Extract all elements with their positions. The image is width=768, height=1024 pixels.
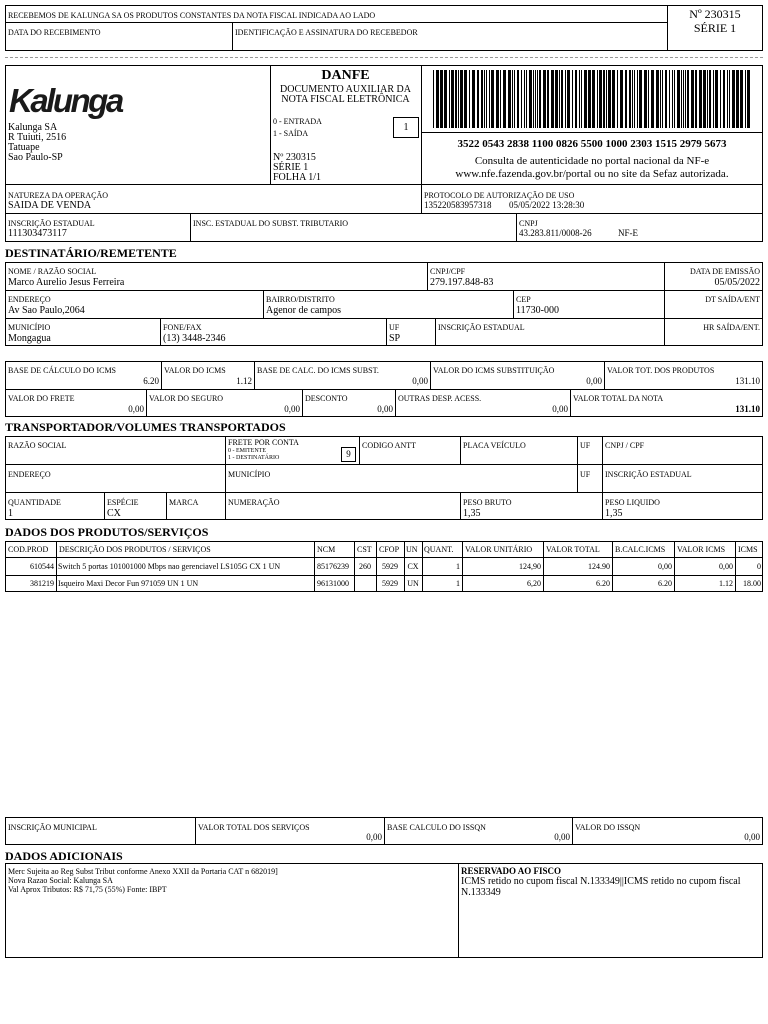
divider [5, 290, 763, 291]
transportador-title: TRANSPORTADOR/VOLUMES TRANSPORTADOS [5, 420, 286, 434]
barcode-bar [500, 70, 501, 128]
barcode-bar [699, 70, 702, 128]
barcode-bar [440, 70, 443, 128]
bc-st: 0,00 [412, 376, 428, 386]
barcode-bar [512, 70, 513, 128]
danfe-entrada: 0 - ENTRADA [273, 117, 322, 126]
chave-acesso: 3522 0543 2838 1100 0826 5500 1000 2303 1515 2979 5673 [457, 138, 727, 150]
danfe-subtitle1: DOCUMENTO AUXILIAR DA [280, 84, 411, 95]
divider [577, 464, 578, 492]
table-cell: 5929 [382, 579, 398, 588]
divider [225, 436, 226, 464]
barcode-bar [567, 70, 570, 128]
barcode-bar [521, 70, 522, 128]
col-header: CST [357, 545, 372, 554]
divider [161, 361, 162, 389]
frete: 0,00 [128, 404, 144, 414]
data-recebimento-label: DATA DO RECEBIMENTO [8, 28, 101, 37]
dest-municipio-label: MUNICÍPIO [8, 323, 51, 332]
barcode-bar [736, 70, 739, 128]
transp-especie: CX [107, 508, 121, 519]
outras: 0,00 [552, 404, 568, 414]
desconto: 0,00 [377, 404, 393, 414]
table-cell: 381219 [30, 579, 54, 588]
issqn-valor: 0,00 [744, 832, 760, 842]
barcode-bar [444, 70, 447, 128]
barcode-bar [524, 70, 525, 128]
table-cell: 0,00 [719, 562, 733, 571]
col-header: UN [406, 545, 418, 554]
dest-bairro-label: BAIRRO/DISTRITO [266, 295, 335, 304]
dest-ie-label: INSCRIÇÃO ESTADUAL [438, 323, 525, 332]
divider [254, 361, 255, 389]
divider [460, 436, 461, 464]
divider [166, 492, 167, 520]
canhoto-text: RECEBEMOS DE KALUNGA SA OS PRODUTOS CONSTANTES DA NOTA FISCAL INDICADA AO LADO [8, 11, 376, 20]
barcode-bar [491, 70, 494, 128]
destinatario-title: DESTINATÁRIO/REMETENTE [5, 246, 177, 260]
barcode-bar [537, 70, 538, 128]
danfe-title: DANFE [321, 68, 370, 83]
ie-st-label: INSC. ESTADUAL DO SUBST. TRIBUTARIO [193, 219, 349, 228]
transp-especie-label: ESPÉCIE [107, 498, 139, 507]
transp-peso-liq: 1,35 [605, 508, 623, 519]
barcode-bar [496, 70, 499, 128]
barcode-bar [458, 70, 459, 128]
table-cell: 96131000 [317, 579, 349, 588]
barcode-bar [662, 70, 663, 128]
icms: 1.12 [236, 376, 252, 386]
barcode-bar [620, 70, 623, 128]
danfe-tipo: 1 [393, 117, 419, 138]
transp-qtd-label: QUANTIDADE [8, 498, 61, 507]
divider [570, 389, 571, 417]
dest-uf: SP [389, 333, 401, 344]
barcode-bar [449, 70, 450, 128]
barcode-bar [629, 70, 631, 128]
barcode-bar [715, 70, 718, 128]
dest-cnpj: 279.197.848-83 [430, 277, 494, 288]
divider [577, 436, 578, 464]
divider [421, 132, 763, 133]
transp-razao-label: RAZÃO SOCIAL [8, 441, 67, 450]
barcode-bar [469, 70, 470, 128]
divider [104, 492, 105, 520]
desconto-label: DESCONTO [305, 394, 348, 403]
icms-label: VALOR DO ICMS [164, 366, 226, 375]
cnpj-label: CNPJ [519, 219, 538, 228]
divider [435, 318, 436, 346]
transp-uf-label: UF [580, 441, 591, 450]
transp-frete-emitente: 0 - EMITENTE [228, 448, 266, 454]
barcode-bar [707, 70, 708, 128]
cnpj-extra: NF-E [618, 228, 638, 238]
divider [513, 290, 514, 318]
transp-marca-label: MARCA [169, 498, 199, 507]
natureza-row [5, 185, 763, 214]
divider [572, 817, 573, 845]
dest-fone-label: FONE/FAX [163, 323, 202, 332]
transp-uf2-label: UF [580, 470, 591, 479]
divider [5, 464, 763, 465]
barcode-bar [606, 70, 607, 128]
barcode-bar [745, 70, 746, 128]
transp-peso-bruto: 1,35 [463, 508, 481, 519]
frete-label: VALOR DO FRETE [8, 394, 75, 403]
transp-numeracao-label: NUMERAÇÃO [228, 498, 280, 507]
logo-text: Kalunga [9, 82, 122, 119]
identificacao-label: IDENTIFICAÇÃO E ASSINATURA DO RECEBEDOR [235, 28, 418, 37]
fisco-label: RESERVADO AO FISCO [461, 866, 562, 876]
natureza-label: NATUREZA DA OPERAÇÃO [8, 191, 109, 200]
table-cell: 0,00 [658, 562, 672, 571]
transp-frete-label: FRETE POR CONTA [228, 438, 299, 447]
divider [516, 214, 517, 242]
cut-line [5, 57, 763, 58]
barcode-bar [588, 70, 591, 128]
protocolo-numero: 135220583957318 [424, 200, 492, 210]
divider [146, 389, 147, 417]
col-header: QUANT. [424, 545, 454, 554]
protocolo-data: 05/05/2022 13:28:30 [509, 200, 585, 210]
divider [604, 361, 605, 389]
barcode-bar [529, 70, 532, 128]
col-header: VALOR TOTAL [546, 545, 600, 554]
divider [225, 492, 226, 520]
barcode-bar [572, 70, 573, 128]
barcode-bar [597, 70, 598, 128]
barcode-bar [740, 70, 743, 128]
table-cell: Switch 5 portas 101001000 Mbps nao gerenciavel LS105G CX 1 UN [58, 562, 281, 571]
barcode-bar [555, 70, 558, 128]
cnpj-value: 43.283.811/0008-26 [519, 228, 592, 238]
dest-cep: 11730-000 [516, 305, 559, 316]
ie-value: 111303473117 [8, 228, 67, 239]
barcode-bar [436, 70, 439, 128]
table-cell: 0 [757, 562, 761, 571]
produtos-title: DADOS DOS PRODUTOS/SERVIÇOS [5, 525, 209, 539]
table-cell: 1 [456, 562, 460, 571]
divider [5, 557, 763, 558]
dest-fone: (13) 3448-2346 [163, 333, 226, 344]
barcode-bar [464, 70, 467, 128]
barcode-graphic [433, 70, 751, 128]
barcode-bar [455, 70, 457, 128]
icms-st-label: VALOR DO ICMS SUBSTITUIÇÃO [433, 366, 555, 375]
transp-qtd: 1 [8, 508, 13, 519]
emitente-bairro: Tatuape [8, 142, 40, 153]
barcode-bar [561, 70, 563, 128]
table-cell: 124,90 [519, 562, 541, 571]
barcode-bar [660, 70, 661, 128]
table-cell: 5929 [382, 562, 398, 571]
adicionais-title: DADOS ADICIONAIS [5, 849, 123, 863]
barcode-bar [687, 70, 689, 128]
barcode-bar [695, 70, 697, 128]
barcode-bar [625, 70, 627, 128]
issqn-servicos: 0,00 [366, 832, 382, 842]
barcode [433, 70, 751, 128]
divider [602, 492, 603, 520]
divider [314, 541, 315, 592]
dest-cep-label: CEP [516, 295, 531, 304]
barcode-bar [732, 70, 735, 128]
col-header: CFOP [379, 545, 400, 554]
destinatario-box [5, 262, 763, 346]
barcode-bar [683, 70, 684, 128]
divider [302, 389, 303, 417]
tot-prod-label: VALOR TOT. DOS PRODUTOS [607, 366, 715, 375]
barcode-bar [713, 70, 714, 128]
transp-frete-value: 9 [341, 447, 356, 462]
consulta-line2: www.nfe.fazenda.gov.br/portal ou no site da Sefaz autorizada. [455, 168, 729, 180]
divider [427, 262, 428, 290]
divider [359, 436, 360, 464]
barcode-bar [592, 70, 595, 128]
barcode-bar [669, 70, 670, 128]
dest-cnpj-label: CNPJ/CPF [430, 267, 466, 276]
divider [232, 22, 233, 51]
barcode-bar [533, 70, 534, 128]
canhoto-numero: Nº 230315 [689, 7, 741, 21]
barcode-bar [599, 70, 602, 128]
table-cell: 6,20 [527, 579, 541, 588]
transp-peso-bruto-label: PESO BRUTO [463, 498, 512, 507]
table-cell: 6.20 [596, 579, 610, 588]
seguro: 0,00 [284, 404, 300, 414]
emitente-nome: Kalunga SA [8, 122, 58, 133]
transp-ie-label: INSCRIÇÃO ESTADUAL [605, 470, 692, 479]
barcode-bar [747, 70, 750, 128]
barcode-bar [729, 70, 730, 128]
barcode-bar [727, 70, 728, 128]
barcode-bar [603, 70, 605, 128]
barcode-bar [486, 70, 487, 128]
divider [386, 318, 387, 346]
dest-bairro: Agenor de campos [266, 305, 341, 316]
barcode-bar [720, 70, 721, 128]
transp-municipio-label: MUNICÍPIO [228, 470, 271, 479]
danfe-subtitle2: NOTA FISCAL ELETRÔNICA [281, 94, 410, 105]
dest-municipio: Mongagua [8, 333, 51, 344]
divider [384, 817, 385, 845]
barcode-bar [477, 70, 479, 128]
issqn-base-label: BASE CALCULO DO ISSQN [387, 823, 486, 832]
table-cell: Isqueiro Maxi Decor Fun 971059 UN 1 UN [58, 579, 199, 588]
barcode-bar [637, 70, 638, 128]
barcode-bar [703, 70, 706, 128]
adicionais-line2: Nova Razao Social: Kalunga SA [8, 876, 113, 885]
dest-dt-saida-label: DT SAÍDA/ENT [705, 295, 760, 304]
emitente-cidade: Sao Paulo-SP [8, 152, 63, 163]
table-cell: 6.20 [658, 579, 672, 588]
barcode-bar [451, 70, 454, 128]
barcode-bar [639, 70, 642, 128]
transp-cnpj-label: CNPJ / CPF [605, 441, 645, 450]
table-cell: 1.12 [719, 579, 733, 588]
barcode-bar [681, 70, 682, 128]
table-cell: UN [407, 579, 419, 588]
table-cell: CX [407, 562, 419, 571]
bc-icms: 6.20 [143, 376, 159, 386]
adicionais-line1: Merc Sujeita ao Reg Subst Tribut conforme Anexo XXII da Portaria CAT n 682019] [8, 867, 278, 876]
barcode-bar [581, 70, 582, 128]
barcode-bar [634, 70, 635, 128]
divider [421, 185, 422, 214]
divider [460, 492, 461, 520]
barcode-bar [460, 70, 463, 128]
barcode-bar [517, 70, 519, 128]
barcode-bar [526, 70, 527, 128]
dest-endereco: Av Sao Paulo,2064 [8, 305, 85, 316]
barcode-bar [617, 70, 618, 128]
barcode-bar [551, 70, 554, 128]
danfe-numero: Nº 230315 [273, 152, 316, 163]
divider [5, 22, 667, 23]
barcode-bar [508, 70, 511, 128]
protocolo-label: PROTOCOLO DE AUTORIZAÇÃO DE USO [424, 191, 575, 200]
barcode-bar [656, 70, 659, 128]
transp-endereco-label: ENDEREÇO [8, 470, 51, 479]
divider [190, 214, 191, 242]
table-cell: 85176239 [317, 562, 349, 571]
barcode-bar [612, 70, 615, 128]
barcode-bar [648, 70, 649, 128]
divider [430, 361, 431, 389]
outras-label: OUTRAS DESP. ACESS. [398, 394, 482, 403]
issqn-im-label: INSCRIÇÃO MUNICIPAL [8, 823, 97, 832]
barcode-bar [547, 70, 549, 128]
barcode-bar [685, 70, 686, 128]
barcode-bar [539, 70, 541, 128]
barcode-bar [584, 70, 587, 128]
col-header: COD.PROD [8, 545, 49, 554]
barcode-bar [644, 70, 647, 128]
divider [5, 389, 763, 390]
barcode-bar [543, 70, 546, 128]
dest-nome-label: NOME / RAZÃO SOCIAL [8, 267, 97, 276]
barcode-bar [535, 70, 536, 128]
barcode-bar [632, 70, 633, 128]
dest-emissao: 05/05/2022 [714, 277, 760, 288]
danfe-saida: 1 - SAÍDA [273, 129, 309, 138]
barcode-bar [691, 70, 694, 128]
barcode-bar [651, 70, 654, 128]
kalunga-logo [7, 80, 137, 120]
col-header: VALOR ICMS [677, 545, 726, 554]
dest-emissao-label: DATA DE EMISSÃO [689, 267, 760, 276]
danfe-serie: SÉRIE 1 [273, 162, 309, 173]
danfe-folha: FOLHA 1/1 [273, 172, 322, 183]
divider [225, 464, 226, 492]
barcode-bar [481, 70, 483, 128]
divider [195, 817, 196, 845]
issqn-base: 0,00 [554, 832, 570, 842]
barcode-bar [559, 70, 560, 128]
barcode-bar [674, 70, 675, 128]
dest-uf-label: UF [389, 323, 400, 332]
canhoto-serie: SÉRIE 1 [693, 21, 737, 35]
divider [602, 436, 603, 464]
dest-hr-saida-label: HR SAÍDA/ENT. [703, 323, 760, 332]
adicionais-line3: Val Aprox Tributos: R$ 71,75 (55%) Fonte: IBPT [8, 885, 167, 894]
issqn-valor-label: VALOR DO ISSQN [575, 823, 641, 832]
col-header: NCM [317, 545, 336, 554]
transp-placa-label: PLACA VEÍCULO [463, 441, 526, 450]
col-header: DESCRIÇÃO DOS PRODUTOS / SERVIÇOS [59, 545, 211, 554]
kalunga-logo-graphic [7, 80, 137, 120]
consulta-line1: Consulta de autenticidade no portal nacional da NF-e [474, 155, 710, 167]
dest-endereco-label: ENDEREÇO [8, 295, 51, 304]
table-cell: 610544 [30, 562, 54, 571]
ie-row [5, 214, 763, 242]
transp-peso-liq-label: PESO LIQUIDO [605, 498, 660, 507]
total-nota: 131.10 [735, 404, 760, 414]
barcode-bar [565, 70, 566, 128]
issqn-servicos-label: VALOR TOTAL DOS SERVIÇOS [198, 823, 310, 832]
col-header: ICMS [738, 545, 758, 554]
bc-icms-label: BASE DE CÁLCULO DO ICMS [8, 366, 117, 375]
divider [5, 575, 763, 576]
table-cell: 1 [456, 579, 460, 588]
seguro-label: VALOR DO SEGURO [149, 394, 224, 403]
divider [5, 492, 763, 493]
transp-frete-destinatario: 1 - DESTINATÁRIO [228, 455, 280, 461]
natureza-value: SAIDA DE VENDA [8, 200, 92, 211]
icms-st: 0,00 [586, 376, 602, 386]
divider [602, 464, 603, 492]
barcode-bar [484, 70, 485, 128]
fisco-text: ICMS retido no cupom fiscal N.133349||ICMS retido no cupom fiscal N.133349 [461, 876, 741, 898]
barcode-bar [608, 70, 611, 128]
barcode-bar [672, 70, 673, 128]
dest-nome: Marco Aurelio Jesus Ferreira [8, 277, 125, 288]
divider [421, 65, 422, 185]
tot-prod: 131.10 [735, 376, 760, 386]
barcode-bar [433, 70, 434, 128]
divider [5, 318, 763, 319]
col-header: VALOR UNITÁRIO [465, 545, 533, 554]
barcode-bar [579, 70, 580, 128]
divider [160, 318, 161, 346]
barcode-bar [677, 70, 680, 128]
barcode-bar [575, 70, 577, 128]
barcode-bar [489, 70, 490, 128]
barcode-bar [472, 70, 475, 128]
table-cell: 124.90 [588, 562, 610, 571]
bc-st-label: BASE DE CALC. DO ICMS SUBST. [257, 366, 379, 375]
divider [56, 541, 57, 592]
barcode-bar [503, 70, 506, 128]
barcode-bar [665, 70, 667, 128]
transp-antt-label: CODIGO ANTT [362, 441, 416, 450]
divider [458, 863, 459, 958]
barcode-bar [514, 70, 515, 128]
col-header: B.CALC.ICMS [615, 545, 666, 554]
ie-label: INSCRIÇÃO ESTADUAL [8, 219, 95, 228]
total-label: VALOR TOTAL DA NOTA [573, 394, 664, 403]
barcode-bar [709, 70, 711, 128]
table-cell: 260 [359, 562, 371, 571]
table-cell: 18.00 [743, 579, 761, 588]
divider [270, 65, 271, 185]
barcode-bar [723, 70, 725, 128]
emitente-endereco: R Tuiuti, 2516 [8, 132, 67, 143]
divider [395, 389, 396, 417]
divider [263, 290, 264, 318]
